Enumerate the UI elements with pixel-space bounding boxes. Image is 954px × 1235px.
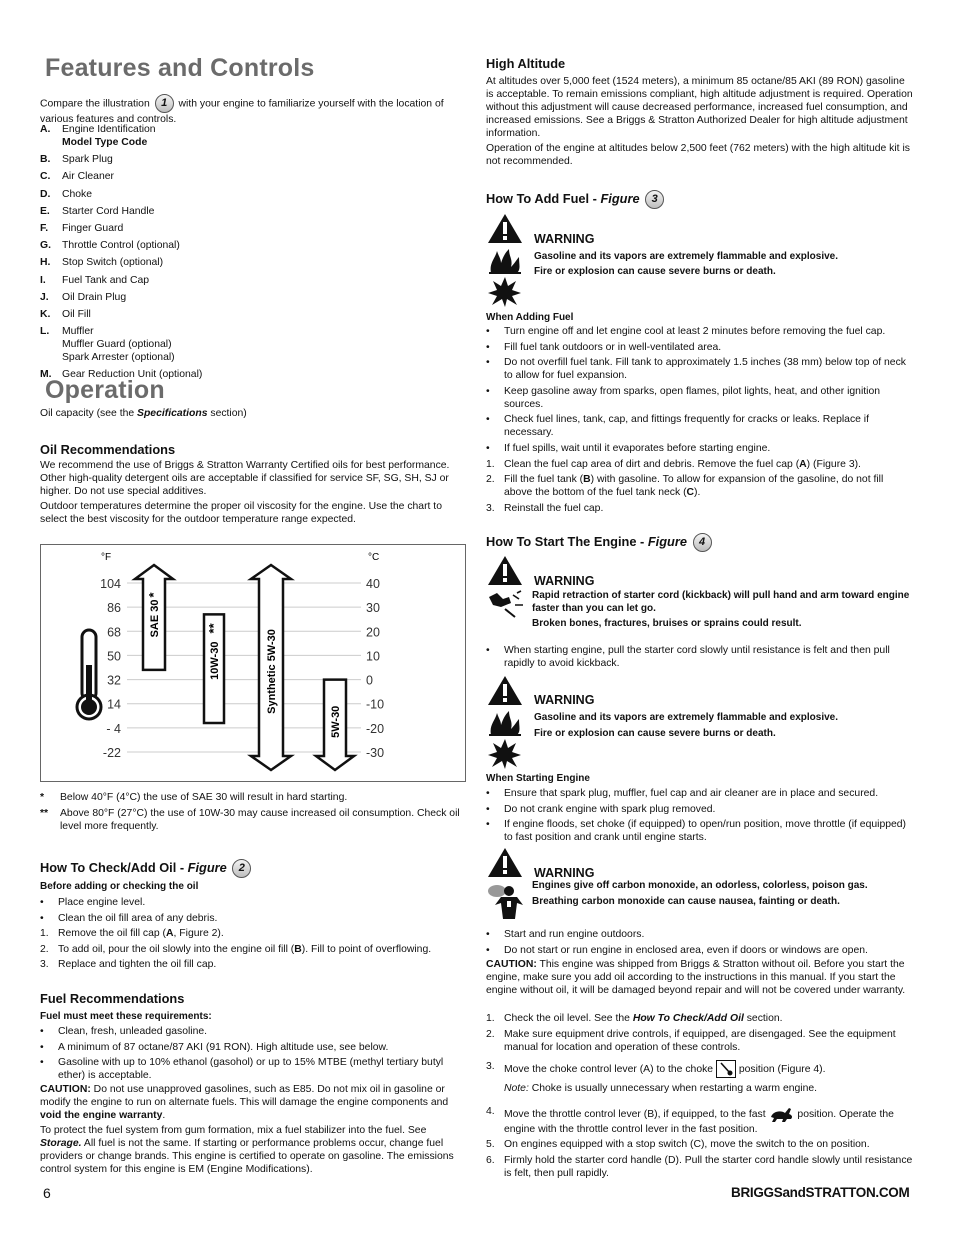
tick-c-label: 40 — [366, 577, 380, 591]
viscosity-range-bar — [204, 614, 224, 723]
start-step-3: 3. Move the choke control lever (A) to the choke position (Figure 4). Note: Choke is usually unnecessary when restarting a warm engine. — [486, 1060, 826, 1094]
add-fuel-item: • Fill fuel tank outdoors or in well-ventilated area. — [486, 341, 722, 353]
tick-f-label: 86 — [107, 601, 121, 616]
feature-item: B. Spark Plug — [40, 154, 113, 166]
check-oil-item: • Clean the oil fill area of any debris. — [40, 912, 218, 924]
figure-badge: 1 — [155, 94, 174, 113]
feature-item: I. Fuel Tank and Cap — [40, 274, 150, 286]
tick-f-label: - 4 — [106, 721, 121, 736]
fuel-item: • Clean, fresh, unleaded gasoline. — [40, 1026, 208, 1037]
warning-fuel-line1: Gasoline and its vapors are extremely flammable and explosive. — [534, 251, 839, 262]
add-fuel-item: 1. Clean the fuel cap area of dirt and debris. Remove the fuel cap (A) (Figure 3). — [486, 458, 861, 470]
warning-label-fuel-2: WARNING — [534, 693, 595, 707]
tick-f-label: 104 — [100, 577, 121, 591]
co-item: • Do not start or run engine in enclosed area, even if doors or windows are open. — [486, 944, 868, 956]
website-url: BRIGGSandSTRATTON.COM — [731, 1185, 910, 1200]
viscosity-range-bar — [251, 565, 291, 770]
add-fuel-item: • If fuel spills, wait until it evaporates before starting engine. — [486, 442, 771, 454]
feature-item: L. Muffler Muffler Guard (optional) Spark Arrester (optional) — [40, 326, 175, 364]
kickback-hand-icon — [489, 591, 523, 617]
add-fuel-item: 2. Fill the fuel tank (B) with gasoline. To allow for expansion of the gasoline, do not fill above the bottom of the fuel tank neck (C). — [486, 474, 884, 499]
adding-fuel-subheading: When Adding Fuel — [486, 312, 574, 323]
viscosity-range-bar — [316, 680, 354, 770]
tick-c-label: 10 — [366, 649, 380, 664]
heading-oil-recommendations: Oil Recommendations — [40, 442, 176, 457]
start-item: • If engine floods, set choke (if equipped) to open/run position, move throttle (if equipped) to fast position and crank until engine starts. — [486, 819, 907, 844]
safety-alert-icon — [488, 676, 522, 705]
add-fuel-item: • Keep gasoline away from sparks, open flames, pilot lights, heat, and other ignition sources. — [486, 385, 881, 410]
tick-c-label: -10 — [366, 697, 385, 712]
kickback-warning-icons — [487, 555, 527, 621]
unit-c-label: °C — [368, 552, 380, 563]
oil-viscosity-chart — [40, 544, 466, 782]
features-intro: Compare the illustration 1 with your engine to familiarize yourself with the location of various features and controls. — [40, 94, 470, 126]
start-step-4: 4. Move the throttle control lever (B), if equipped, to the fast position. Operate the engine with the throttle control lever in the fast position. — [486, 1105, 894, 1135]
fuel-item: • A minimum of 87 octane/87 AKI (91 RON). High altitude use, see below. — [40, 1041, 389, 1053]
choke-symbol-icon — [716, 1060, 736, 1078]
add-fuel-item: • Do not overfill fuel tank. Fill tank to approximately 1.5 inches (38 mm) below top of neck to allow for fuel expansion. — [486, 357, 906, 382]
footnote: * Below 40°F (4°C) the use of SAE 30 will result in hard starting. — [40, 792, 348, 803]
fire-warning-icons — [487, 213, 523, 307]
feature-item: F. Finger Guard — [40, 222, 124, 234]
tick-c-label: -30 — [366, 746, 385, 760]
series-label: SAE 30 — [149, 599, 161, 638]
figure-badge: 4 — [693, 533, 712, 552]
explosion-icon — [488, 739, 521, 769]
co-warning-icons — [487, 847, 527, 923]
start-steps — [486, 1012, 914, 1182]
warning-kickback-line2: Broken bones, fractures, bruises or sprains could result. — [532, 618, 802, 629]
kickback-item: • When starting engine, pull the starter cord slowly until resistance is felt and then pull rapidly to avoid kickback. — [486, 645, 890, 669]
safety-alert-icon — [488, 214, 522, 243]
altitude-p1: At altitudes over 5,000 feet (1524 meters), a minimum 85 octane/85 AKI (89 RON) gasoline is acceptable. To remain emissions compliant, high altitude adjustment is required. Operation without this adjustment will cause decreased performance, increased fuel consumption, and increased emissions. See a Briggs & Stratton Authorized Dealer for high altitude adjustment information. — [486, 76, 913, 139]
start-step-6: 6. Firmly hold the starter cord handle (D). Pull the starter cord handle slowly until resistance is felt, then pull rapidly. — [486, 1154, 913, 1179]
tick-f-label: -22 — [102, 746, 121, 760]
add-fuel-item: 3. Reinstall the fuel cap. — [486, 502, 604, 514]
tick-c-label: -20 — [366, 721, 385, 736]
viscosity-range-bar — [135, 565, 173, 670]
poison-gas-icon — [488, 885, 523, 919]
oil-rec-p2: Outdoor temperatures determine the proper oil viscosity for the engine. Use the chart to select the best viscosity for the outdoor temperature range expected. — [40, 501, 442, 525]
page-number: 6 — [43, 1185, 51, 1201]
co-list — [486, 928, 914, 959]
feature-item: H. Stop Switch (optional) — [40, 257, 164, 269]
heading-fuel-recommendations: Fuel Recommendations — [40, 991, 185, 1006]
feature-item: M. Gear Reduction Unit (optional) — [40, 369, 203, 381]
warning-fuel2-line1: Gasoline and its vapors are extremely flammable and explosive. — [534, 712, 839, 723]
safety-alert-icon — [488, 848, 522, 877]
fuel-protect-text: To protect the fuel system from gum formation, mix a fuel stabilizer into the fuel. See Storage. All fuel is not the same. If starting or performance problems occur, change fuel providers or change brands. This engine is certified to operate on gasoline. The emissions control system for this engine is EM (Engine Modifications). — [40, 1125, 454, 1175]
series-label: Synthetic 5W-30 — [266, 629, 278, 714]
tick-f-label: 68 — [107, 625, 121, 640]
flame-icon — [489, 711, 521, 736]
kickback-list — [486, 644, 914, 673]
oil-rec-p1: We recommend the use of Briggs & Stratton Warranty Certified oils for best performance. Other high-quality detergent oils are acceptable if classified for service SF, SG, SH, SJ or higher. Do not use special additives. — [40, 460, 450, 497]
tick-f-label: 50 — [107, 649, 121, 664]
figure-badge: 3 — [645, 190, 664, 209]
check-oil-item: 1. Remove the oil fill cap (A, Figure 2). — [40, 928, 224, 940]
viscosity-chart-svg — [41, 545, 465, 781]
start-step-1: 1. Check the oil level. See the How To Check/Add Oil section. — [486, 1013, 783, 1024]
feature-item: A. Engine Identification Model Type Code — [40, 124, 156, 148]
series-label: 5W-30 — [330, 705, 342, 738]
start-step-2: 2. Make sure equipment drive controls, if equipped, are disengaged. See the equipment manual for location and operation of these controls. — [486, 1028, 896, 1053]
heading-check-oil: How To Check/Add Oil - Figure 2 — [40, 859, 253, 878]
section-title-operation: Operation — [45, 376, 165, 404]
starting-engine-subheading: When Starting Engine — [486, 773, 590, 784]
section-title-features: Features and Controls — [45, 54, 315, 82]
feature-item: D. Choke — [40, 188, 93, 200]
series-label: 10W-30 — [209, 641, 221, 680]
fuel-item: • Gasoline with up to 10% ethanol (gasohol) or up to 15% MTBE (methyl tertiary butyl ether) is acceptable. — [40, 1057, 444, 1082]
series-mark: ** — [206, 623, 221, 634]
feature-item: E. Starter Cord Handle — [40, 205, 155, 217]
feature-item: C. Air Cleaner — [40, 171, 114, 183]
heading-add-fuel: How To Add Fuel - Figure 3 — [486, 190, 666, 209]
warning-co-line1: Engines give off carbon monoxide, an odorless, colorless, poison gas. — [532, 880, 868, 891]
fuel-list — [40, 1025, 470, 1085]
feature-item: K. Oil Fill — [40, 308, 91, 320]
warning-co-line2: Breathing carbon monoxide can cause nausea, fainting or death. — [532, 896, 840, 907]
oil-capacity-text: Oil capacity (see the Specifications section) — [40, 408, 247, 419]
tick-f-label: 32 — [107, 673, 121, 688]
fuel-subheading: Fuel must meet these requirements: — [40, 1011, 212, 1022]
warning-label-co: WARNING — [534, 866, 595, 880]
check-oil-item: • Place engine level. — [40, 897, 146, 908]
tick-f-label: 14 — [107, 697, 121, 712]
heading-start-engine: How To Start The Engine - Figure 4 — [486, 533, 714, 552]
tick-c-label: 0 — [366, 673, 373, 688]
check-oil-subheading: Before adding or checking the oil — [40, 881, 199, 892]
start-item: • Ensure that spark plug, muffler, fuel cap and air cleaner are in place and secured. — [486, 788, 879, 799]
figure-badge: 2 — [232, 859, 251, 878]
flame-icon — [489, 249, 521, 274]
features-list — [40, 123, 460, 385]
check-oil-list — [40, 896, 470, 974]
heading-high-altitude: High Altitude — [486, 56, 566, 71]
fire-warning-icons-2 — [487, 675, 523, 769]
start-list — [486, 787, 914, 847]
check-oil-item: 2. To add oil, pour the oil slowly into the engine oil fill (B). Fill to point of overflowing. — [40, 943, 432, 955]
fuel-caution: CAUTION: Do not use unapproved gasolines, such as E85. Do not mix oil in gasoline or modify the engine to run on alternate fuels. This will damage the engine components and void the engine warranty. — [40, 1084, 449, 1121]
explosion-icon — [488, 277, 521, 307]
fast-rabbit-icon — [769, 1105, 795, 1123]
add-fuel-item: • Check fuel lines, tank, cap, and fittings frequently for cracks or leaks. Replace if necessary. — [486, 414, 870, 439]
unit-f-label: °F — [101, 552, 112, 563]
check-oil-item: 3. Replace and tighten the oil fill cap. — [40, 959, 217, 971]
feature-item: G. Throttle Control (optional) — [40, 240, 180, 252]
tick-c-label: 20 — [366, 625, 380, 640]
warning-label-kickback: WARNING — [534, 574, 595, 588]
warning-kickback-line1: Rapid retraction of starter cord (kickback) will pull hand and arm toward engine faster than you can let go. — [532, 590, 910, 614]
feature-item: J. Oil Drain Plug — [40, 291, 127, 303]
add-fuel-list — [486, 325, 914, 517]
start-caution: CAUTION: This engine was shipped from Briggs & Stratton without oil. Before you start the engine, make sure you add oil according to the instructions in this manual. If you start the engine without oil, it will be damaged beyond repair and will not be covered under warranty. — [486, 959, 906, 996]
series-mark: * — [146, 592, 161, 598]
start-step-5: 5. On engines equipped with a stop switch (C), move the switch to the on position. — [486, 1139, 870, 1151]
add-fuel-item: • Turn engine off and let engine cool at least 2 minutes before removing the fuel cap. — [486, 326, 886, 337]
thermometer-icon — [77, 630, 101, 719]
altitude-p2: Operation of the engine at altitudes below 2,500 feet (762 meters) with the high altitude kit is not recommended. — [486, 143, 910, 167]
start-item: • Do not crank engine with spark plug removed. — [486, 803, 716, 815]
footnote: ** Above 80°F (27°C) the use of 10W-30 may cause increased oil consumption. Check oil level more frequently. — [40, 808, 460, 832]
warning-fuel2-line2: Fire or explosion can cause severe burns or death. — [534, 728, 776, 739]
tick-c-label: 30 — [366, 601, 380, 616]
co-item: • Start and run engine outdoors. — [486, 929, 645, 940]
safety-alert-icon — [488, 556, 522, 585]
warning-fuel-line2: Fire or explosion can cause severe burns or death. — [534, 266, 776, 277]
warning-label-fuel: WARNING — [534, 232, 595, 246]
